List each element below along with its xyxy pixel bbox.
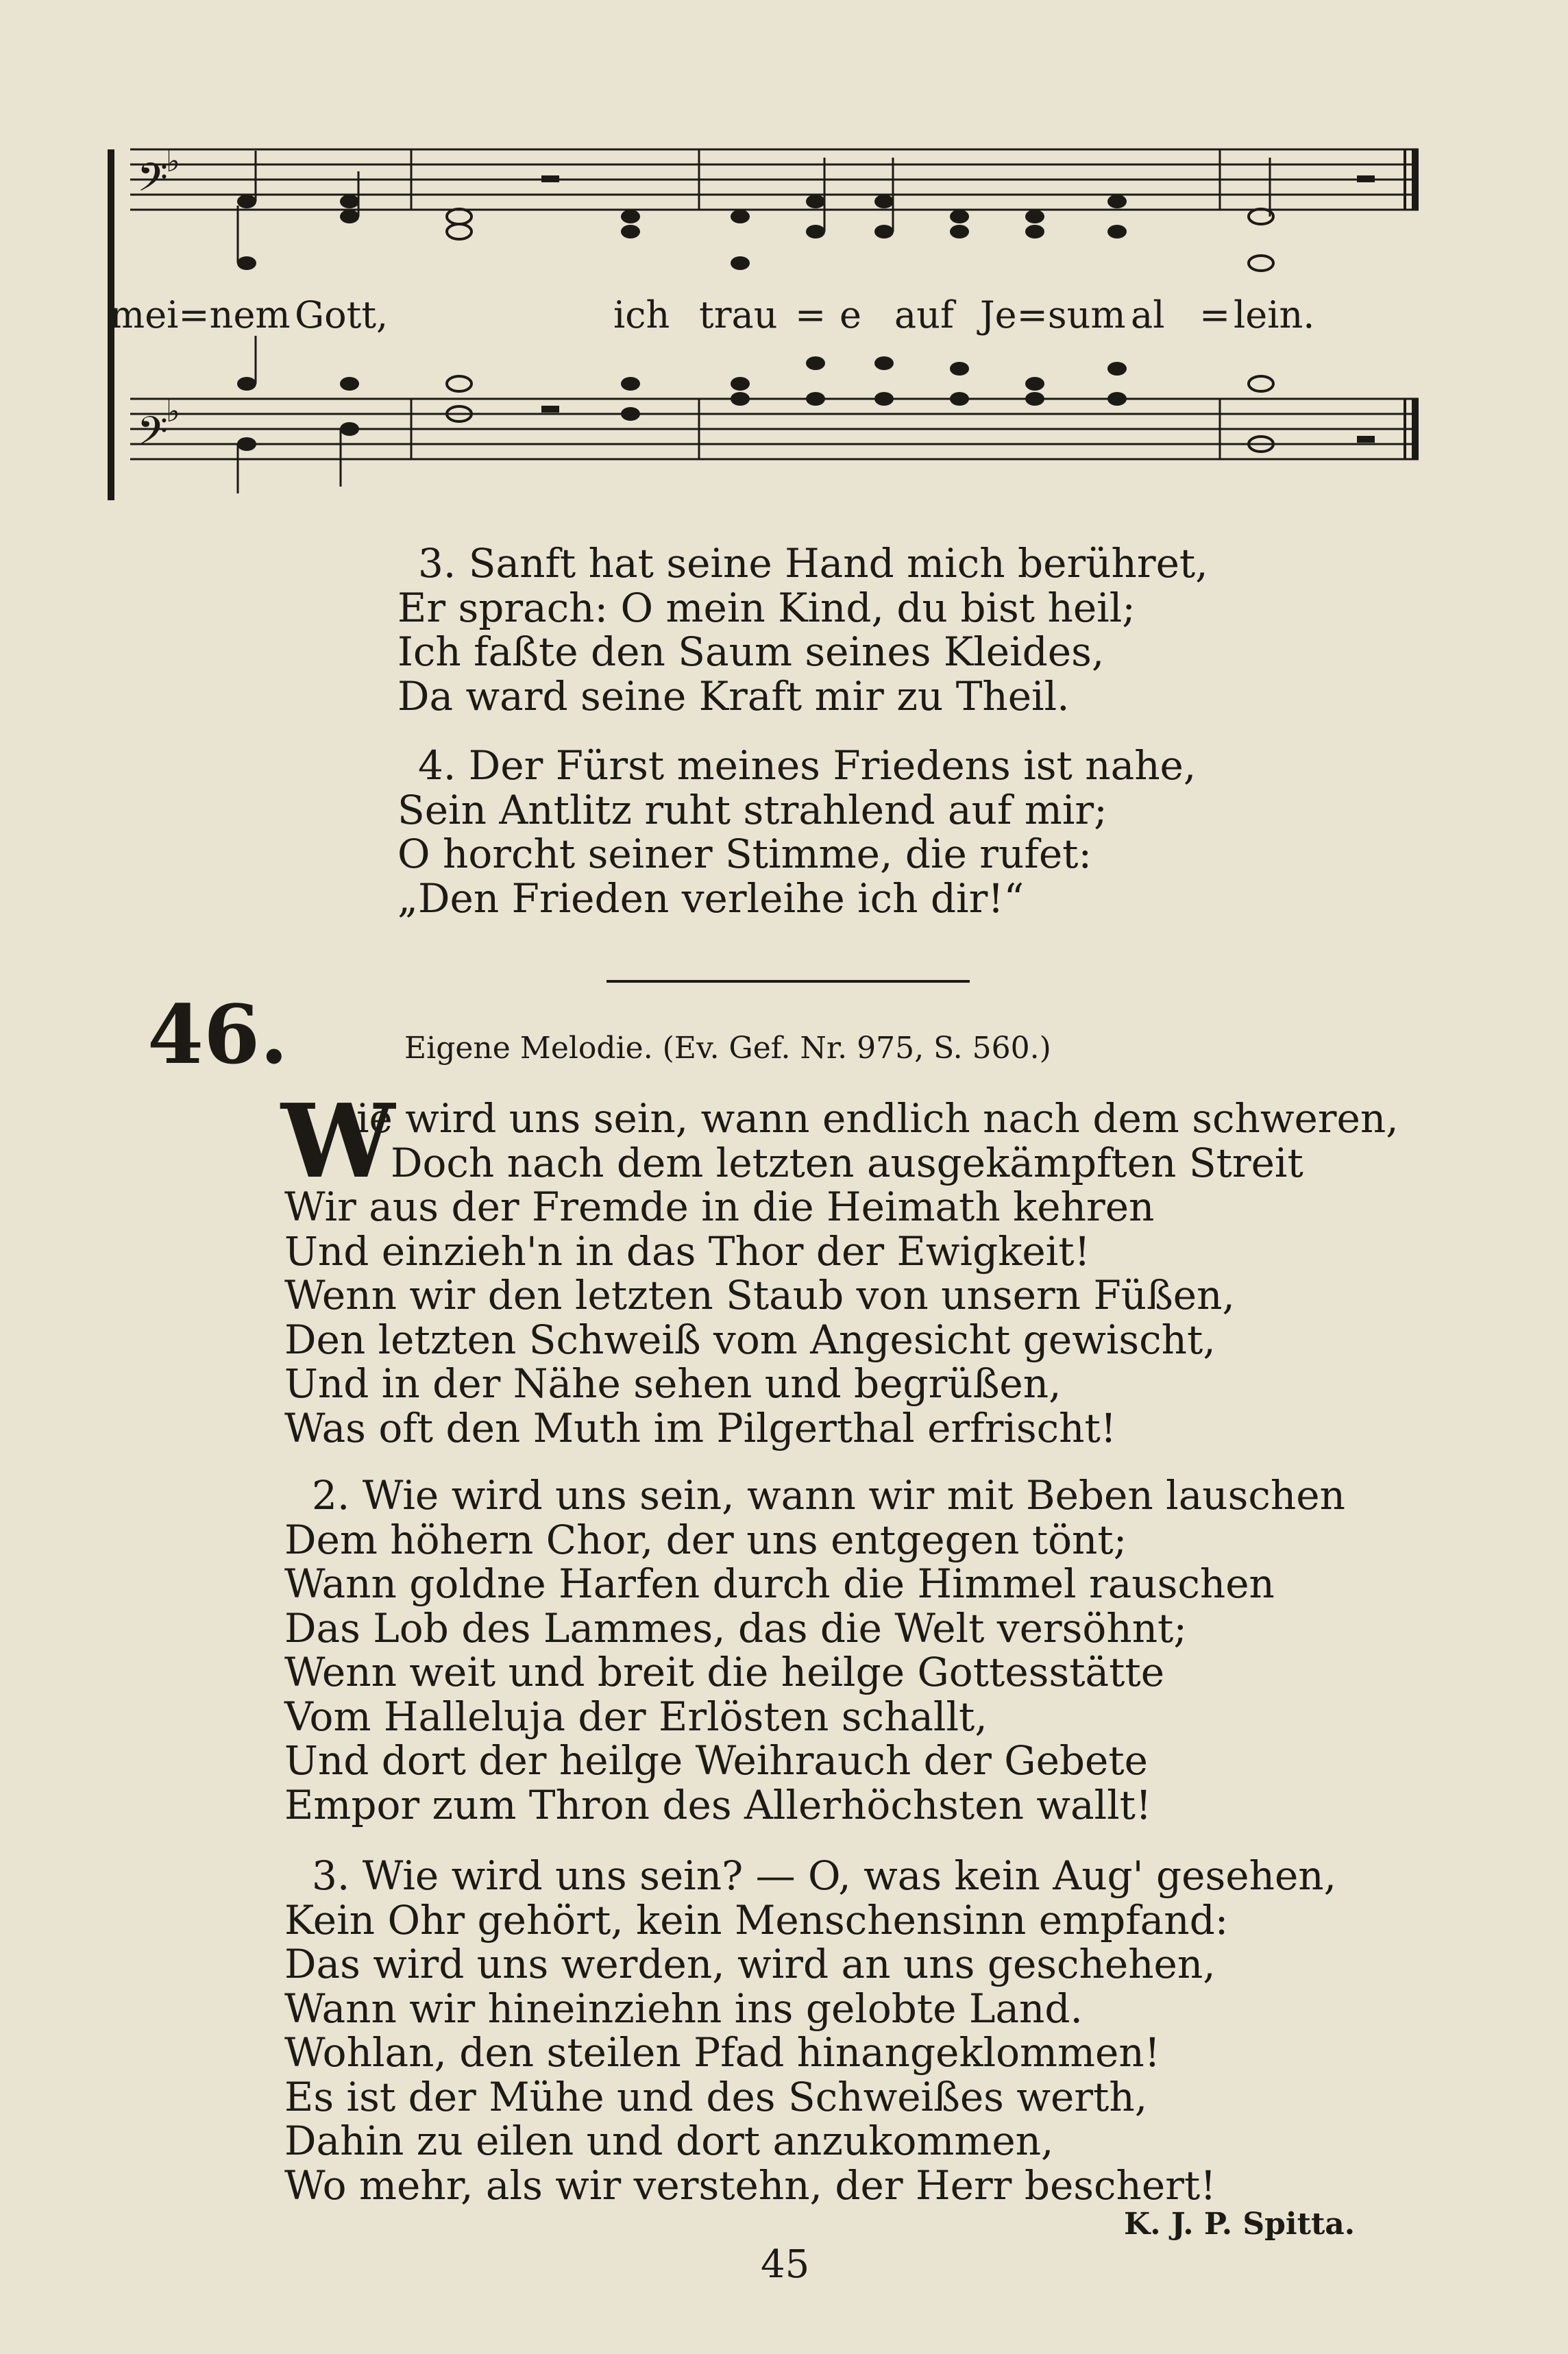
music-lyrics xyxy=(110,284,1412,346)
verse-line: Wohlan, den steilen Pfad hinangeklommen! xyxy=(284,2029,1161,2076)
prev-verse-4 xyxy=(397,742,1197,922)
melody-reference: Eigene Melodie. (Ev. Gef. Nr. 975, S. 560.) xyxy=(404,1031,1051,1066)
verse-line: Wenn weit und breit die heilge Gottesstätte xyxy=(284,1649,1165,1695)
section-divider xyxy=(607,980,970,983)
verse-line: 2. Wie wird uns sein, wann wir mit Beben lauschen xyxy=(312,1472,1345,1519)
verse-line: Das Lob des Lammes, das die Welt versöhnt; xyxy=(284,1604,1187,1652)
verse-number: 3. xyxy=(312,1852,350,1899)
verse-line: Wann goldne Harfen durch die Himmel rauschen xyxy=(284,1560,1275,1607)
verse-line: Wir aus der Fremde in die Heimath kehren xyxy=(284,1184,1155,1230)
verse-line: 3. Sanft hat seine Hand mich berühret, xyxy=(418,540,1208,587)
verse-line: Wann wir hineinziehn ins gelobte Land. xyxy=(284,1985,1083,2032)
verse-line: Doch nach dem letzten ausgekämpften Streit xyxy=(391,1139,1303,1186)
hymn-author: K. J. P. Spitta. xyxy=(1124,2207,1356,2242)
hymn-verse-1-first xyxy=(356,1096,1399,1185)
lyric-syllable: Je=sum xyxy=(980,293,1126,336)
drop-cap: W xyxy=(281,1081,395,1201)
lyric-syllable: al xyxy=(1131,293,1165,336)
lyric-syllable: e xyxy=(840,293,861,336)
verse-line: 3. Wie wird uns sein? — O, was kein Aug' gesehen, xyxy=(312,1852,1337,1899)
verse-line: ie wird uns sein, wann endlich nach dem schweren, xyxy=(356,1095,1399,1142)
hymn-verse-1 xyxy=(284,1185,1235,1450)
verse-line: Vom Halleluja der Erlösten schallt, xyxy=(284,1693,988,1740)
lyric-syllable: Gott, xyxy=(295,293,389,336)
verse-line: Und in der Nähe sehen und begrüßen, xyxy=(284,1360,1062,1407)
verse-line: Da ward seine Kraft mir zu Theil. xyxy=(397,672,1070,720)
verse-line: Wenn wir den letzten Staub von unsern Füßen, xyxy=(284,1272,1235,1319)
verse-line: Dem höhern Chor, der uns entgegen tönt; xyxy=(284,1516,1127,1563)
lyric-syllable: = xyxy=(795,293,826,336)
lyric-syllable: trau xyxy=(699,293,778,336)
prev-verse-3 xyxy=(397,540,1208,720)
verse-line: Empor zum Thron des Allerhöchsten wallt! xyxy=(284,1781,1152,1828)
verse-line: Wo mehr, als wir verstehn, der Herr beschert! xyxy=(284,2161,1216,2209)
verse-line: Und einzieh'n in das Thor der Ewigkeit! xyxy=(284,1227,1090,1275)
hymn-verse-2 xyxy=(284,1473,1345,1827)
verse-number: 3. xyxy=(418,540,456,587)
hymn-verse-3 xyxy=(284,1854,1336,2207)
svg-text:♭: ♭ xyxy=(166,144,180,179)
verse-line: Es ist der Mühe und des Schweißes werth, xyxy=(284,2073,1148,2120)
verse-line: Kein Ohr gehört, kein Menschensinn empfand: xyxy=(284,1896,1229,1944)
verse-line: Er sprach: O mein Kind, du bist heil; xyxy=(397,584,1136,631)
svg-text:𝄢: 𝄢 xyxy=(137,408,169,464)
lyric-syllable: mei=nem xyxy=(110,293,291,336)
verse-line: Was oft den Muth im Pilgerthal erfrischt! xyxy=(284,1404,1117,1451)
lyric-syllable: auf xyxy=(894,293,954,336)
verse-line: O horcht seiner Stimme, die rufet: xyxy=(397,831,1092,877)
verse-line: Und dort der heilge Weihrauch der Gebete xyxy=(284,1737,1148,1784)
verse-number: 2. xyxy=(312,1472,350,1519)
hymn-number: 46. xyxy=(147,987,289,1082)
verse-line: 4. Der Fürst meines Friedens ist nahe, xyxy=(418,742,1197,789)
verse-line: „Den Frieden verleihe ich dir!“ xyxy=(397,874,1025,922)
page-number: 45 xyxy=(761,2242,810,2287)
lyric-syllable: lein. xyxy=(1234,293,1315,336)
verse-line: Dahin zu eilen und dort anzukommen, xyxy=(284,2118,1054,2164)
svg-text:𝄢: 𝄢 xyxy=(137,154,169,210)
verse-number: 4. xyxy=(418,742,456,789)
lyric-syllable: = xyxy=(1199,293,1231,336)
verse-line: Ich faßte den Saum seines Kleides, xyxy=(397,628,1105,675)
svg-text:♭: ♭ xyxy=(166,394,180,429)
verse-line: Das wird uns werden, wird an uns geschehen, xyxy=(284,1941,1216,1987)
verse-line: Sein Antlitz ruht strahlend auf mir; xyxy=(397,786,1107,833)
lyric-syllable: ich xyxy=(613,293,670,336)
verse-line: Den letzten Schweiß vom Angesicht gewischt, xyxy=(284,1316,1216,1363)
